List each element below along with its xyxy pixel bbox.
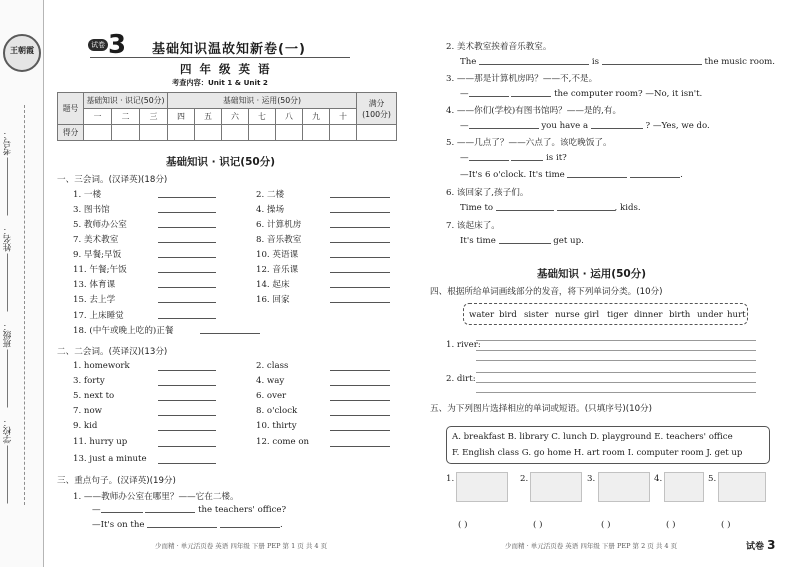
answer-line[interactable] [602, 64, 702, 65]
answer-line[interactable] [330, 197, 390, 198]
phonics-word: tiger [607, 310, 628, 320]
sentence-prompt: 6. 该回家了,孩子们。 [446, 188, 529, 198]
sort-label: 2. dirt: [446, 374, 476, 384]
score-cell[interactable] [84, 125, 112, 141]
answer-bracket[interactable]: ( ) [533, 520, 543, 530]
paper-scope: 考查内容：Unit 1 & Unit 2 [172, 78, 268, 87]
score-col: 七 [249, 109, 276, 125]
answer-line[interactable] [158, 287, 216, 288]
answer-line[interactable] [469, 160, 509, 161]
sentence-answer: Time to , kids. [460, 203, 641, 213]
answer-line[interactable] [476, 340, 756, 341]
phonics-word: nurse [555, 310, 580, 320]
answer-line[interactable] [330, 446, 390, 447]
answer-line[interactable] [469, 128, 539, 129]
score-group-recall: 基础知识 · 识记(50分) [84, 93, 168, 109]
answer-line[interactable] [330, 287, 390, 288]
score-col: 六 [222, 109, 249, 125]
answer-line[interactable] [158, 272, 216, 273]
word-item: 3. 图书馆 [73, 205, 110, 215]
paper-number: 试卷 3 [88, 30, 126, 60]
word-item: 17. 上床睡觉 [73, 311, 124, 321]
answer-line[interactable] [499, 243, 551, 244]
answer-bracket[interactable]: ( ) [601, 520, 611, 530]
part5-title: 五、为下列图片选择相应的单词或短语。(只填序号)(10分) [430, 404, 653, 414]
score-col: 一 [84, 109, 112, 125]
score-col: 九 [303, 109, 330, 125]
answer-line[interactable] [330, 400, 390, 401]
word-item: 9. kid [73, 421, 98, 431]
score-col: 二 [112, 109, 140, 125]
answer-line[interactable] [158, 212, 216, 213]
phonics-word: water [469, 310, 495, 320]
cut-line [24, 105, 25, 505]
word-item: 2. class [256, 361, 289, 371]
answer-line[interactable] [330, 430, 390, 431]
score-col: 五 [195, 109, 222, 125]
phonics-word: under [697, 310, 723, 320]
sentence-answer: —It's on the . [92, 520, 283, 530]
answer-line[interactable] [476, 372, 756, 373]
score-cell[interactable] [112, 125, 140, 141]
part3-title: 三、重点句子。(汉译英)(19分) [57, 476, 176, 486]
phonics-word: birth [669, 310, 691, 320]
sentence-prompt: 7. 该起床了。 [446, 221, 500, 231]
picture-number: 5. [708, 474, 717, 484]
answer-line[interactable] [158, 257, 216, 258]
answer-line[interactable] [158, 227, 216, 228]
paper-subtitle: 四 年 级 英 语 [180, 62, 272, 76]
sentence-prompt: 3. ——那是计算机房吗？——不,不是。 [446, 74, 598, 84]
answer-line[interactable] [330, 227, 390, 228]
answer-line[interactable] [158, 318, 216, 319]
score-group-usage: 基础知识 · 运用(50分) [168, 93, 357, 109]
answer-line[interactable] [158, 197, 216, 198]
sentence-prompt: 4. ——你们(学校)有图书馆吗？——是的,有。 [446, 106, 622, 116]
word-item: 8. o'clock [256, 406, 298, 416]
word-item: 10. thirty [256, 421, 297, 431]
word-item: 11. 午餐;午饭 [73, 265, 127, 275]
word-item: 18. (中午或晚上吃的)正餐 [73, 326, 174, 336]
picture-number: 2. [520, 474, 529, 484]
word-item: 6. over [256, 391, 287, 401]
answer-line[interactable] [158, 302, 216, 303]
answer-line[interactable] [200, 333, 260, 334]
sentence-answer: — the computer room? —No, it isn't. [460, 89, 703, 99]
word-item: 5. 教师办公室 [73, 220, 127, 230]
sentence-answer: The is the music room. [460, 57, 775, 67]
score-cell[interactable] [303, 125, 330, 141]
answer-line[interactable] [330, 415, 390, 416]
part2-title: 二、二会词。(英译汉)(13分) [57, 347, 168, 357]
word-item: 7. 美术教室 [73, 235, 119, 245]
section-title-recall: 基础知识 · 识记(50分) [166, 156, 276, 168]
answer-line[interactable] [158, 463, 216, 464]
footer-right: 少而精 · 单元活页卷 英语 四年级 下册 PEP 第 2 页 共 4 页 [505, 542, 678, 550]
score-cell[interactable] [195, 125, 222, 141]
answer-line[interactable] [479, 64, 589, 65]
sentence-prompt: 5. ——几点了？——六点了。该吃晚饭了。 [446, 138, 612, 148]
word-item: 15. 去上学 [73, 295, 116, 305]
word-item: 2. 二楼 [256, 190, 285, 200]
score-cell[interactable] [330, 125, 357, 141]
answer-line[interactable] [630, 177, 680, 178]
answer-line[interactable] [469, 96, 509, 97]
paper-tag: 试卷 3 [746, 538, 776, 552]
picture-number: 1. [446, 474, 455, 484]
sentence-answer: It's time get up. [460, 236, 584, 246]
word-item: 9. 早餐;早饭 [73, 250, 122, 260]
word-item: 4. way [256, 376, 285, 386]
answer-line[interactable] [591, 128, 643, 129]
phonics-word: sister [524, 310, 549, 320]
word-item: 7. now [73, 406, 102, 416]
exam-id-field[interactable]: 考号： [2, 130, 14, 216]
phonics-word: girl [584, 310, 600, 320]
word-item: 11. hurry up [73, 437, 128, 447]
sort-label: 1. river: [446, 340, 481, 350]
answer-line[interactable] [158, 370, 216, 371]
answer-line[interactable] [330, 272, 390, 273]
picture-3 [598, 472, 650, 502]
word-item: 8. 音乐教室 [256, 235, 302, 245]
paper-title: 基础知识温故知新卷(一) [152, 42, 306, 57]
word-item: 3. forty [73, 376, 105, 386]
word-item: 13. just a minute [73, 454, 147, 464]
word-item: 16. 回家 [256, 295, 290, 305]
answer-line[interactable] [158, 430, 216, 431]
answer-line[interactable] [147, 527, 217, 528]
answer-line[interactable] [511, 96, 551, 97]
answer-line[interactable] [158, 400, 216, 401]
answer-line[interactable] [476, 392, 756, 393]
word-item: 10. 英语课 [256, 250, 299, 260]
answer-line[interactable] [220, 527, 280, 528]
word-item: 14. 起床 [256, 280, 290, 290]
options-row: F. English class G. go home H. art room I. computer room J. get up [452, 448, 743, 458]
answer-line[interactable] [158, 385, 216, 386]
answer-line[interactable] [476, 350, 756, 351]
answer-line[interactable] [158, 415, 216, 416]
word-item: 4. 操场 [256, 205, 285, 215]
word-item: 1. 一楼 [73, 190, 102, 200]
score-cell[interactable] [222, 125, 249, 141]
answer-line[interactable] [330, 302, 390, 303]
picture-2 [530, 472, 582, 502]
word-item: 5. next to [73, 391, 115, 401]
sentence-answer: — the teachers' office? [92, 505, 287, 515]
title-rule [90, 57, 350, 58]
picture-5 [718, 472, 766, 502]
score-col: 三 [140, 109, 168, 125]
answer-line[interactable] [476, 382, 756, 383]
word-item: 1. homework [73, 361, 130, 371]
school-field[interactable]: 学校： [2, 418, 14, 504]
score-cell[interactable] [276, 125, 303, 141]
word-item: 12. come on [256, 437, 310, 447]
answer-line[interactable] [511, 160, 543, 161]
score-cell[interactable] [140, 125, 168, 141]
answer-line[interactable] [476, 360, 756, 361]
answer-line[interactable] [557, 210, 615, 211]
brand-logo: 王朝霞 [3, 34, 41, 72]
answer-line[interactable] [330, 257, 390, 258]
phonics-word: bird [499, 310, 517, 320]
phonics-word: dinner [634, 310, 663, 320]
sentence-prompt: 2. 美术教室挨着音乐教室。 [446, 42, 552, 52]
answer-line[interactable] [330, 385, 390, 386]
score-table [57, 92, 397, 141]
picture-4 [664, 472, 704, 502]
name-field[interactable]: 姓名： [2, 226, 14, 312]
answer-bracket[interactable]: ( ) [458, 520, 468, 530]
score-col: 四 [168, 109, 195, 125]
answer-line[interactable] [330, 212, 390, 213]
sentence-prompt: 1. ——教师办公室在哪里？——它在二楼。 [73, 492, 239, 502]
answer-bracket[interactable]: ( ) [721, 520, 731, 530]
phonics-word: hurt [727, 310, 746, 320]
sentence-answer: —It's 6 o'clock. It's time . [460, 170, 683, 180]
picture-number: 4. [654, 474, 663, 484]
score-label-number: 题号 [58, 93, 84, 125]
score-col: 八 [276, 109, 303, 125]
word-item: 13. 体育课 [73, 280, 116, 290]
section-title-usage: 基础知识 · 运用(50分) [537, 268, 647, 280]
class-field[interactable]: 班级： [2, 322, 14, 408]
answer-line[interactable] [330, 370, 390, 371]
answer-line[interactable] [158, 242, 216, 243]
score-cell[interactable] [249, 125, 276, 141]
part4-title: 四、根据所给单词画线部分的发音，将下列单词分类。(10分) [430, 287, 663, 297]
options-row: A. breakfast B. library C. lunch D. playground E. teachers' office [452, 432, 733, 442]
answer-bracket[interactable]: ( ) [666, 520, 676, 530]
score-cell[interactable] [357, 125, 397, 141]
word-item: 12. 音乐课 [256, 265, 299, 275]
score-label-score: 得分 [58, 125, 84, 141]
picture-1 [456, 472, 508, 502]
answer-line[interactable] [496, 210, 554, 211]
footer-left: 少而精 · 单元活页卷 英语 四年级 下册 PEP 第 1 页 共 4 页 [155, 542, 328, 550]
answer-line[interactable] [145, 512, 195, 513]
binding-sidebar [0, 0, 44, 567]
sentence-answer: — is it? [460, 153, 567, 163]
part1-title: 一、三会词。(汉译英)(18分) [57, 175, 168, 185]
score-col: 十 [330, 109, 357, 125]
answer-line[interactable] [567, 177, 627, 178]
answer-line[interactable] [158, 446, 216, 447]
word-item: 6. 计算机房 [256, 220, 302, 230]
picture-number: 3. [587, 474, 596, 484]
answer-line[interactable] [330, 242, 390, 243]
answer-line[interactable] [101, 512, 143, 513]
score-cell[interactable] [168, 125, 195, 141]
sentence-answer: — you have a ? —Yes, we do. [460, 121, 710, 131]
score-total-header: 满分 (100分) [357, 93, 397, 125]
